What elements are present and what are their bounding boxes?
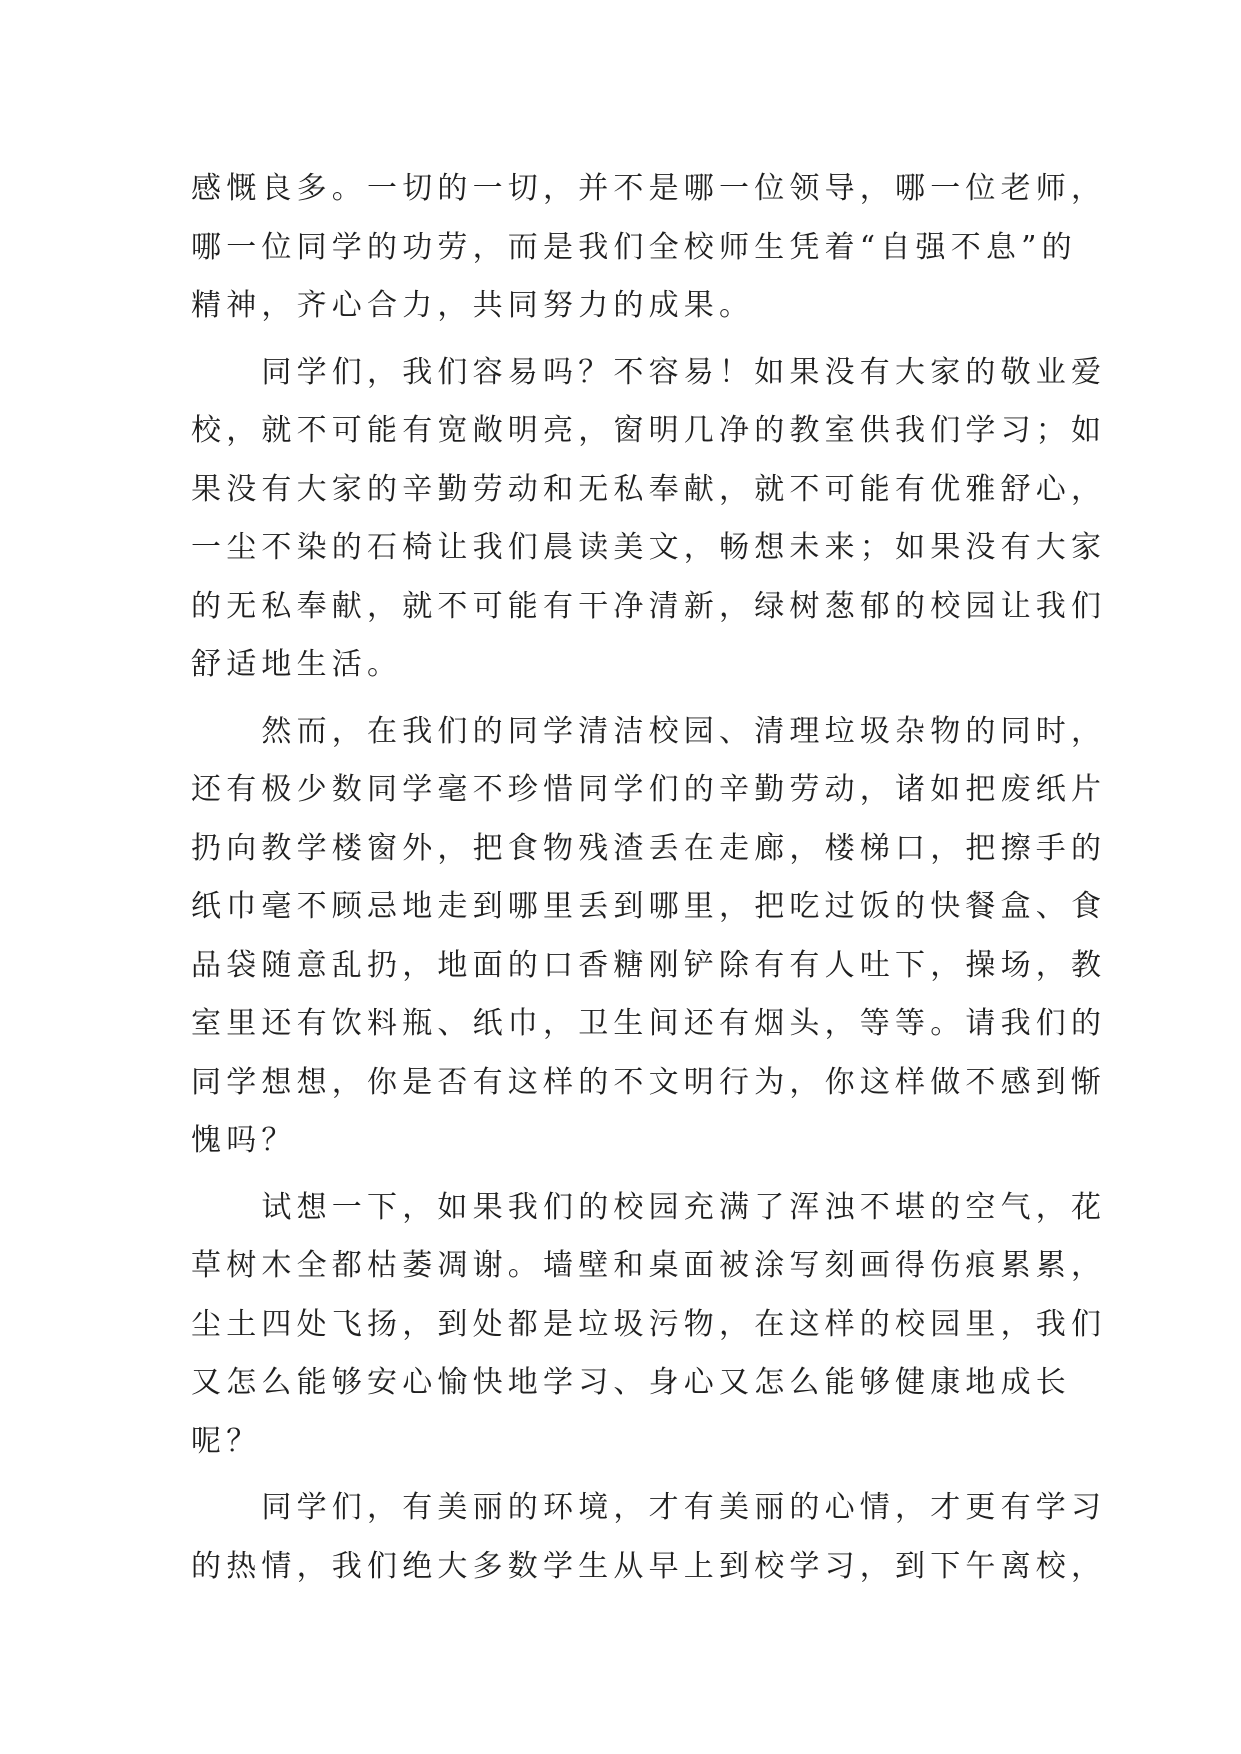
text-line: 的无私奉献，就不可能有干净清新，绿树葱郁的校园让我们 — [191, 588, 1107, 624]
text-line: 然而，在我们的同学清洁校园、清理垃圾杂物的同时， — [191, 713, 1107, 749]
text-line: 又怎么能够安心愉快地学习、身心又怎么能够健康地成长 — [191, 1365, 1071, 1400]
text-line: 同学想想，你是否有这样的不文明行为，你这样做不感到惭 — [191, 1064, 1107, 1100]
text-line: 哪一位同学的功劳，而是我们全校师生凭着“自强不息”的 — [191, 229, 1077, 265]
text-line: 校，就不可能有宽敞明亮，窗明几净的教室供我们学习；如 — [191, 413, 1107, 448]
text-line: 同学们，我们容易吗？不容易！如果没有大家的敬业爱 — [191, 354, 1107, 390]
text-line: 试想一下，如果我们的校园充满了浑浊不堪的空气，花 — [191, 1189, 1107, 1225]
text-line: 草树木全都枯萎凋谢。墙壁和桌面被涂写刻画得伤痕累累， — [191, 1248, 1107, 1283]
text-line: 品袋随意乱扔，地面的口香糖刚铲除有有人吐下，操场，教 — [191, 947, 1107, 983]
text-line: 感慨良多。一切的一切，并不是哪一位领导，哪一位老师， — [191, 171, 1107, 206]
text-line: 纸巾毫不顾忌地走到哪里丢到哪里，把吃过饭的快餐盒、食 — [191, 889, 1107, 924]
text-line: 还有极少数同学毫不珍惜同学们的辛勤劳动，诸如把废纸片 — [191, 772, 1107, 807]
text-line: 扔向教学楼窗外，把食物残渣丢在走廊，楼梯口，把擦手的 — [191, 830, 1107, 866]
text-line: 舒适地生活。 — [191, 647, 403, 682]
text-line: 呢？ — [191, 1423, 262, 1459]
text-line: 一尘不染的石椅让我们晨读美文，畅想未来；如果没有大家 — [191, 530, 1107, 565]
text-line: 精神，齐心合力，共同努力的成果。 — [191, 288, 755, 323]
text-line: 室里还有饮料瓶、纸巾，卫生间还有烟头，等等。请我们的 — [191, 1006, 1107, 1041]
text-line: 尘土四处飞扬，到处都是垃圾污物，在这样的校园里，我们 — [191, 1306, 1107, 1342]
document-body — [191, 160, 1107, 1596]
text-line: 同学们，有美丽的环境，才有美丽的心情，才更有学习 — [191, 1490, 1107, 1525]
text-line: 的热情，我们绝大多数学生从早上到校学习，到下午离校， — [191, 1548, 1107, 1584]
text-line: 愧吗？ — [191, 1123, 297, 1158]
text-line: 果没有大家的辛勤劳动和无私奉献，就不可能有优雅舒心， — [191, 471, 1107, 507]
